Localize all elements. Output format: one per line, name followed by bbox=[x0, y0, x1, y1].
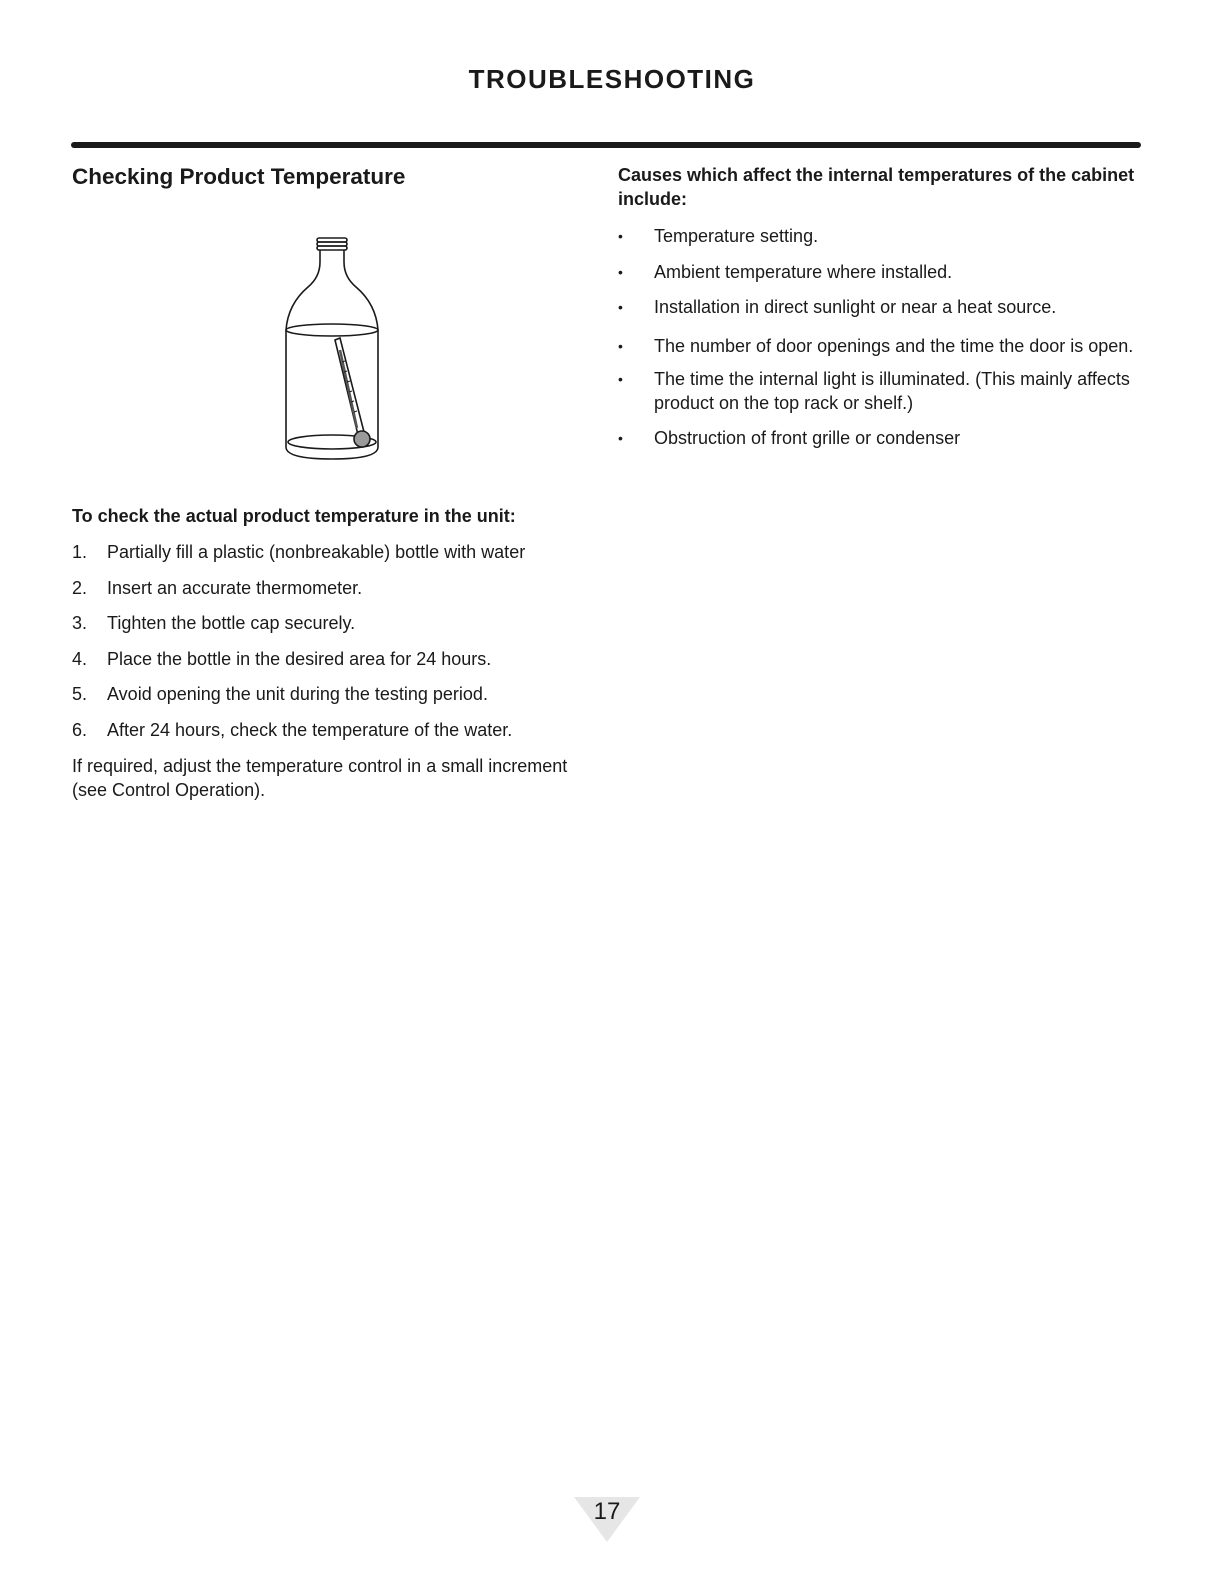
bullet-icon: • bbox=[618, 263, 623, 280]
cause-text: Ambient temperature where installed. bbox=[654, 261, 953, 282]
step-text: Avoid opening the unit during the testing period. bbox=[107, 684, 488, 705]
list-item bbox=[618, 295, 1148, 319]
step-number: 3. bbox=[72, 613, 88, 634]
bottle-with-thermometer-icon bbox=[278, 232, 398, 472]
steps-list bbox=[72, 540, 592, 754]
list-item bbox=[618, 367, 1148, 415]
cause-text: The number of door openings and the time the door is open. bbox=[654, 335, 1134, 356]
instructions-heading: To check the actual product temperature in the unit: bbox=[72, 506, 516, 526]
left-column bbox=[72, 162, 582, 800]
step-text: Partially fill a plastic (nonbreakable) bottle with water bbox=[107, 542, 526, 562]
list-item bbox=[72, 718, 592, 742]
list-item bbox=[72, 576, 592, 600]
list-item bbox=[618, 260, 1148, 284]
cause-text: Obstruction of front grille or condenser bbox=[654, 428, 961, 449]
step-number: 4. bbox=[72, 648, 88, 669]
step-text: Insert an accurate thermometer. bbox=[107, 577, 363, 598]
bullet-icon: • bbox=[618, 370, 623, 387]
causes-list bbox=[618, 224, 1148, 462]
cause-text: Temperature setting. bbox=[654, 226, 819, 246]
list-item bbox=[618, 426, 1148, 450]
step-text: Tighten the bottle cap securely. bbox=[107, 613, 356, 634]
bullet-icon: • bbox=[618, 228, 623, 244]
cause-text: Installation in direct sunlight or near a heat source. bbox=[654, 297, 1057, 318]
section-heading: Checking Product Temperature bbox=[72, 164, 406, 189]
bullet-icon: • bbox=[618, 337, 623, 354]
page-number: 17 bbox=[593, 1498, 621, 1525]
page-number-marker bbox=[572, 1496, 642, 1544]
causes-heading: Causes which affect the internal temperatures of the cabinet include: bbox=[618, 165, 1135, 209]
list-item bbox=[72, 611, 592, 635]
list-item bbox=[72, 540, 592, 564]
list-item bbox=[618, 331, 1148, 361]
list-item bbox=[618, 224, 1148, 248]
right-column bbox=[618, 163, 1148, 449]
list-item bbox=[72, 647, 592, 671]
cause-text: The time the internal light is illuminated. (This mainly affects product on the top rack or shelf.) bbox=[654, 368, 1130, 413]
step-text: After 24 hours, check the temperature of the water. bbox=[107, 719, 513, 740]
page-title: TROUBLESHOOTING bbox=[468, 64, 756, 94]
list-item bbox=[72, 682, 592, 706]
step-number: 1. bbox=[72, 542, 88, 562]
header-divider bbox=[71, 142, 1141, 148]
step-number: 2. bbox=[72, 577, 88, 598]
step-number: 6. bbox=[72, 719, 88, 740]
bullet-icon: • bbox=[618, 299, 623, 316]
bullet-icon: • bbox=[618, 430, 623, 447]
adjustment-note: If required, adjust the temperature control in a small increment (see Control Operation). bbox=[72, 756, 568, 800]
step-number: 5. bbox=[72, 684, 88, 705]
step-text: Place the bottle in the desired area for 24 hours. bbox=[107, 648, 492, 669]
